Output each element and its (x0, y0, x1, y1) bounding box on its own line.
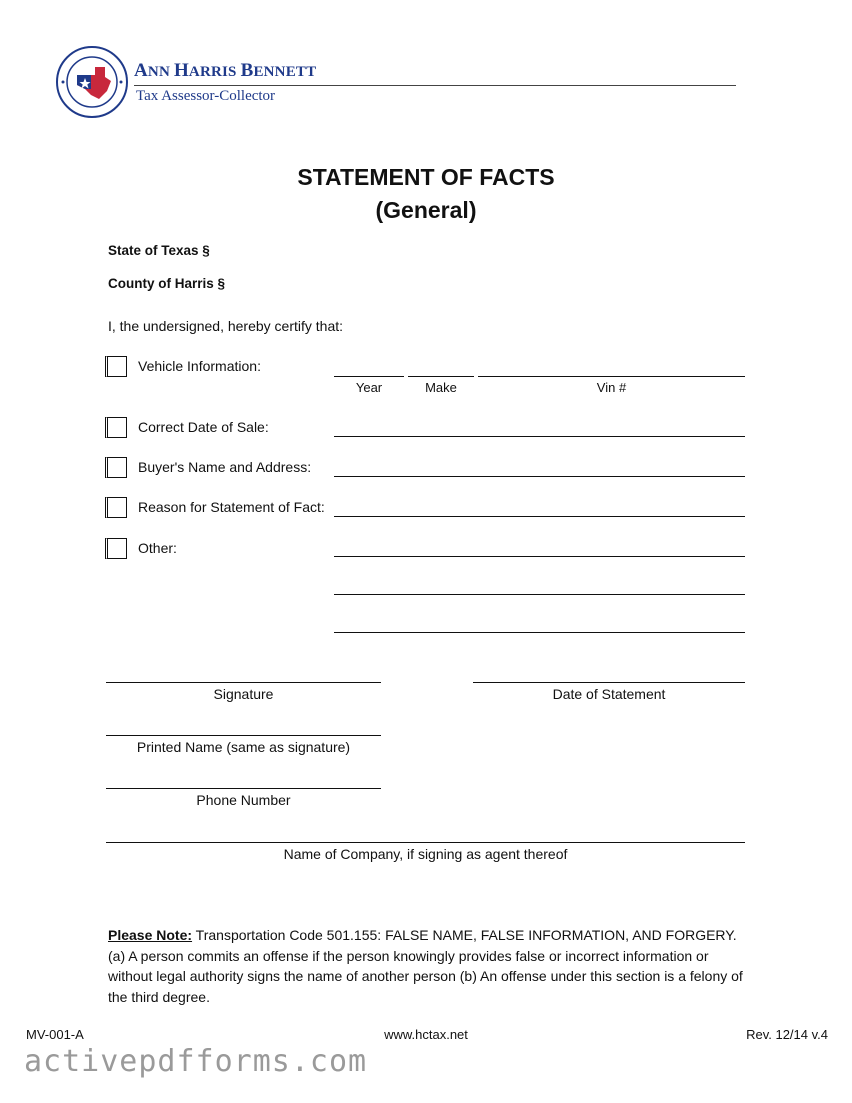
note-label: Please Note: (108, 927, 193, 943)
legal-note (108, 925, 748, 1007)
vehicle-info-label: Vehicle Information: (138, 358, 261, 374)
buyer-field[interactable] (334, 476, 745, 477)
printed-name-caption: Printed Name (same as signature) (136, 739, 351, 755)
form-id: MV-001-A (26, 1027, 84, 1042)
phone-caption: Phone Number (196, 792, 291, 808)
date-of-statement-field[interactable] (473, 682, 745, 683)
state-line: State of Texas § (108, 243, 210, 258)
county-line: County of Harris § (108, 276, 226, 291)
date-of-statement-caption: Date of Statement (552, 686, 666, 702)
form-title: STATEMENT OF FACTS (297, 164, 555, 190)
note-text: Transportation Code 501.155: FALSE NAME, FALSE INFORMATION, AND FORGERY. (a) A person commits an offense if the person knowingly provides false or incorrect information or without legal authority signs the name of another person (b) An offense under this section is a felony of the third degree. (108, 927, 743, 1005)
other-field-2[interactable] (334, 594, 745, 595)
signature-caption: Signature (213, 686, 274, 702)
reason-label: Reason for Statement of Fact: (138, 499, 325, 515)
other-field-1[interactable] (334, 556, 745, 557)
watermark: activepdfforms.com (24, 1044, 368, 1079)
certify-line: I, the undersigned, hereby certify that: (108, 318, 344, 334)
company-field[interactable] (106, 842, 745, 843)
date-of-sale-field[interactable] (334, 436, 745, 437)
vehicle-info-checkbox[interactable] (105, 356, 127, 377)
org-name: ANN HARRIS BENNETT (134, 60, 317, 81)
reason-field[interactable] (334, 516, 745, 517)
other-field-3[interactable] (334, 632, 745, 633)
date-of-sale-checkbox[interactable] (105, 417, 127, 438)
revision: Rev. 12/14 v.4 (746, 1027, 828, 1042)
vin-caption: Vin # (596, 380, 627, 395)
phone-field[interactable] (106, 788, 381, 789)
header-rule (134, 85, 736, 86)
make-caption: Make (425, 380, 457, 395)
make-field[interactable] (408, 376, 474, 377)
harris-county-seal-icon (55, 45, 129, 119)
buyer-label: Buyer's Name and Address: (138, 459, 312, 475)
reason-checkbox[interactable] (105, 497, 127, 518)
website-link[interactable]: www.hctax.net (384, 1027, 468, 1042)
vin-field[interactable] (478, 376, 745, 377)
signature-field[interactable] (106, 682, 381, 683)
buyer-checkbox[interactable] (105, 457, 127, 478)
form-subtitle: (General) (375, 197, 477, 223)
printed-name-field[interactable] (106, 735, 381, 736)
year-field[interactable] (334, 376, 404, 377)
year-caption: Year (355, 380, 383, 395)
date-of-sale-label: Correct Date of Sale: (138, 419, 269, 435)
other-checkbox[interactable] (105, 538, 127, 559)
other-label: Other: (138, 540, 177, 556)
org-title: Tax Assessor-Collector (136, 88, 276, 104)
company-caption: Name of Company, if signing as agent thereof (283, 846, 568, 862)
